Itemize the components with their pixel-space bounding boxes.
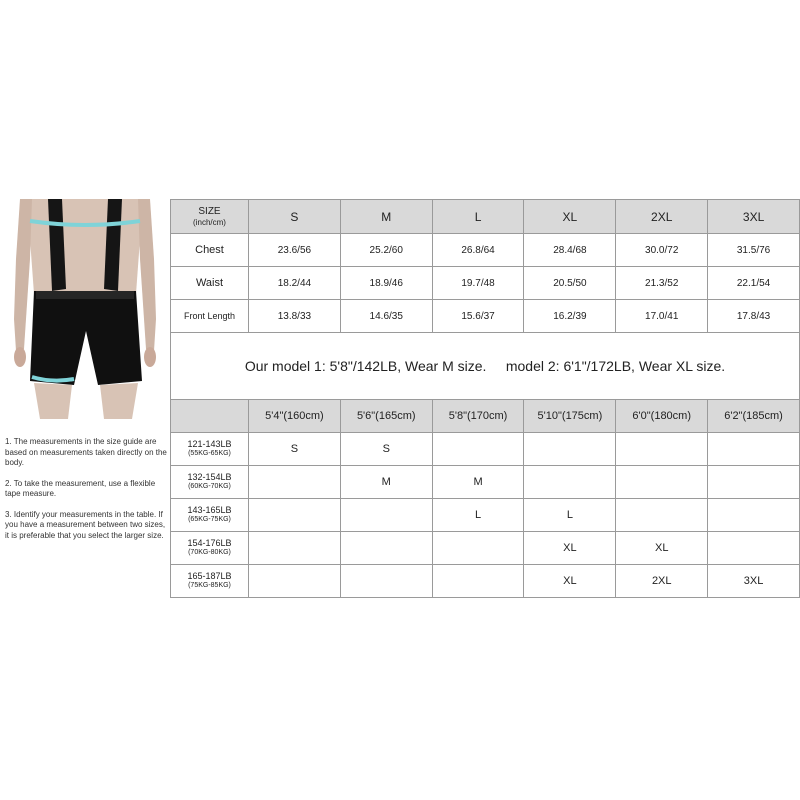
fit-cell (249, 466, 341, 499)
weight-kg: (55KG-65KG) (188, 450, 231, 457)
model-photo (0, 199, 170, 419)
height-header-row (171, 400, 800, 433)
weight-lb: 165-187LB (187, 571, 232, 581)
table-cell: 16.2/39 (524, 300, 616, 333)
size-measurement-table (170, 199, 800, 333)
table-cell: 21.3/52 (616, 267, 708, 300)
size-col-3xl: 3XL (708, 200, 800, 234)
model-left-hand (14, 347, 26, 367)
size-header-row (171, 200, 800, 234)
fit-row (171, 433, 800, 466)
table-cell: 26.8/64 (432, 234, 524, 267)
fit-row (171, 466, 800, 499)
size-col-xl: XL (524, 200, 616, 234)
size-header-cell (171, 200, 249, 234)
row-label-waist: Waist (171, 267, 249, 300)
table-cell: 15.6/37 (432, 300, 524, 333)
weight-kg: (65KG-75KG) (188, 516, 231, 523)
weight-lb: 143-165LB (187, 505, 232, 515)
table-cell: 20.5/50 (524, 267, 616, 300)
fit-cell (616, 466, 708, 499)
fit-cell: L (524, 499, 616, 532)
fit-cell (432, 532, 524, 565)
fit-cell (708, 466, 800, 499)
fit-cell: S (340, 433, 432, 466)
fit-cell (524, 466, 616, 499)
model-left-leg (34, 383, 72, 419)
size-col-2xl: 2XL (616, 200, 708, 234)
table-row-chest (171, 234, 800, 267)
table-cell: 31.5/76 (708, 234, 800, 267)
table-cell: 14.6/35 (340, 300, 432, 333)
row-label-front-length: Front Length (171, 300, 249, 333)
model-column (0, 199, 170, 601)
shorts-waistband (36, 291, 134, 299)
fit-cell (249, 565, 341, 598)
fit-cell: 3XL (708, 565, 800, 598)
fit-cell (524, 433, 616, 466)
fit-cell: S (249, 433, 341, 466)
size-col-l: L (432, 200, 524, 234)
weight-kg: (70KG-80KG) (188, 549, 231, 556)
table-cell: 18.2/44 (249, 267, 341, 300)
model-left-arm (14, 199, 32, 351)
table-cell: 30.0/72 (616, 234, 708, 267)
table-cell: 17.8/43 (708, 300, 800, 333)
table-row-front-length (171, 300, 800, 333)
weight-label (171, 466, 249, 499)
weight-kg: (60KG-70KG) (188, 483, 231, 490)
model-note: Our model 1: 5'8"/142LB, Wear M size. model 2: 6'1"/172LB, Wear XL size. (170, 333, 800, 399)
table-cell: 25.2/60 (340, 234, 432, 267)
table-cell: 22.1/54 (708, 267, 800, 300)
weight-lb: 132-154LB (187, 472, 232, 482)
model-right-arm (138, 199, 156, 351)
table-row-waist (171, 267, 800, 300)
fit-row (171, 499, 800, 532)
model-right-leg (100, 383, 138, 419)
fit-cell: 2XL (616, 565, 708, 598)
fit-cell (340, 499, 432, 532)
fit-cell (249, 499, 341, 532)
table-cell: 17.0/41 (616, 300, 708, 333)
fit-cell (432, 565, 524, 598)
weight-label (171, 499, 249, 532)
height-col-180: 6'0"(180cm) (616, 400, 708, 433)
height-col-175: 5'10"(175cm) (524, 400, 616, 433)
fit-cell (249, 532, 341, 565)
note-1: 1. The measurements in the size guide are based on measurements taken directly on the body. (5, 437, 167, 467)
bib-shorts (30, 291, 142, 385)
size-header-label: SIZE (198, 205, 221, 217)
model-right-hand (144, 347, 156, 367)
height-col-160: 5'4"(160cm) (249, 400, 341, 433)
fit-cell: XL (524, 532, 616, 565)
size-chart-panel (0, 199, 800, 601)
weight-kg: (75KG-85KG) (188, 582, 231, 589)
fit-cell (432, 433, 524, 466)
fit-cell: M (340, 466, 432, 499)
weight-label (171, 433, 249, 466)
height-col-185: 6'2"(185cm) (708, 400, 800, 433)
weight-label (171, 565, 249, 598)
fit-cell (708, 499, 800, 532)
weight-lb: 121-143LB (187, 439, 232, 449)
size-col-s: S (249, 200, 341, 234)
height-col-170: 5'8"(170cm) (432, 400, 524, 433)
note-2: 2. To take the measurement, use a flexible tape measure. (5, 478, 156, 498)
fit-cell: XL (524, 565, 616, 598)
table-cell: 18.9/46 (340, 267, 432, 300)
row-label-chest: Chest (171, 234, 249, 267)
table-cell: 19.7/48 (432, 267, 524, 300)
fit-table (170, 399, 800, 598)
height-col-165: 5'6"(165cm) (340, 400, 432, 433)
note-3: 3. Identify your measurements in the table. If you have a measurement between two sizes, it is preferable that you select the larger size. (5, 509, 166, 540)
fit-cell (708, 532, 800, 565)
fit-cell (340, 532, 432, 565)
size-header-unit: (inch/cm) (193, 217, 226, 227)
fit-cell (616, 499, 708, 532)
fit-cell: M (432, 466, 524, 499)
fit-row (171, 565, 800, 598)
size-col-m: M (340, 200, 432, 234)
fit-cell (340, 565, 432, 598)
fit-cell (616, 433, 708, 466)
table-cell: 23.6/56 (249, 234, 341, 267)
fit-cell: L (432, 499, 524, 532)
measurement-notes (5, 437, 167, 551)
table-cell: 13.8/33 (249, 300, 341, 333)
table-cell: 28.4/68 (524, 234, 616, 267)
fit-cell: XL (616, 532, 708, 565)
model-torso (28, 199, 142, 294)
fit-row (171, 532, 800, 565)
fit-cell (708, 433, 800, 466)
fit-corner-cell (171, 400, 249, 433)
weight-label (171, 532, 249, 565)
weight-lb: 154-176LB (187, 538, 232, 548)
